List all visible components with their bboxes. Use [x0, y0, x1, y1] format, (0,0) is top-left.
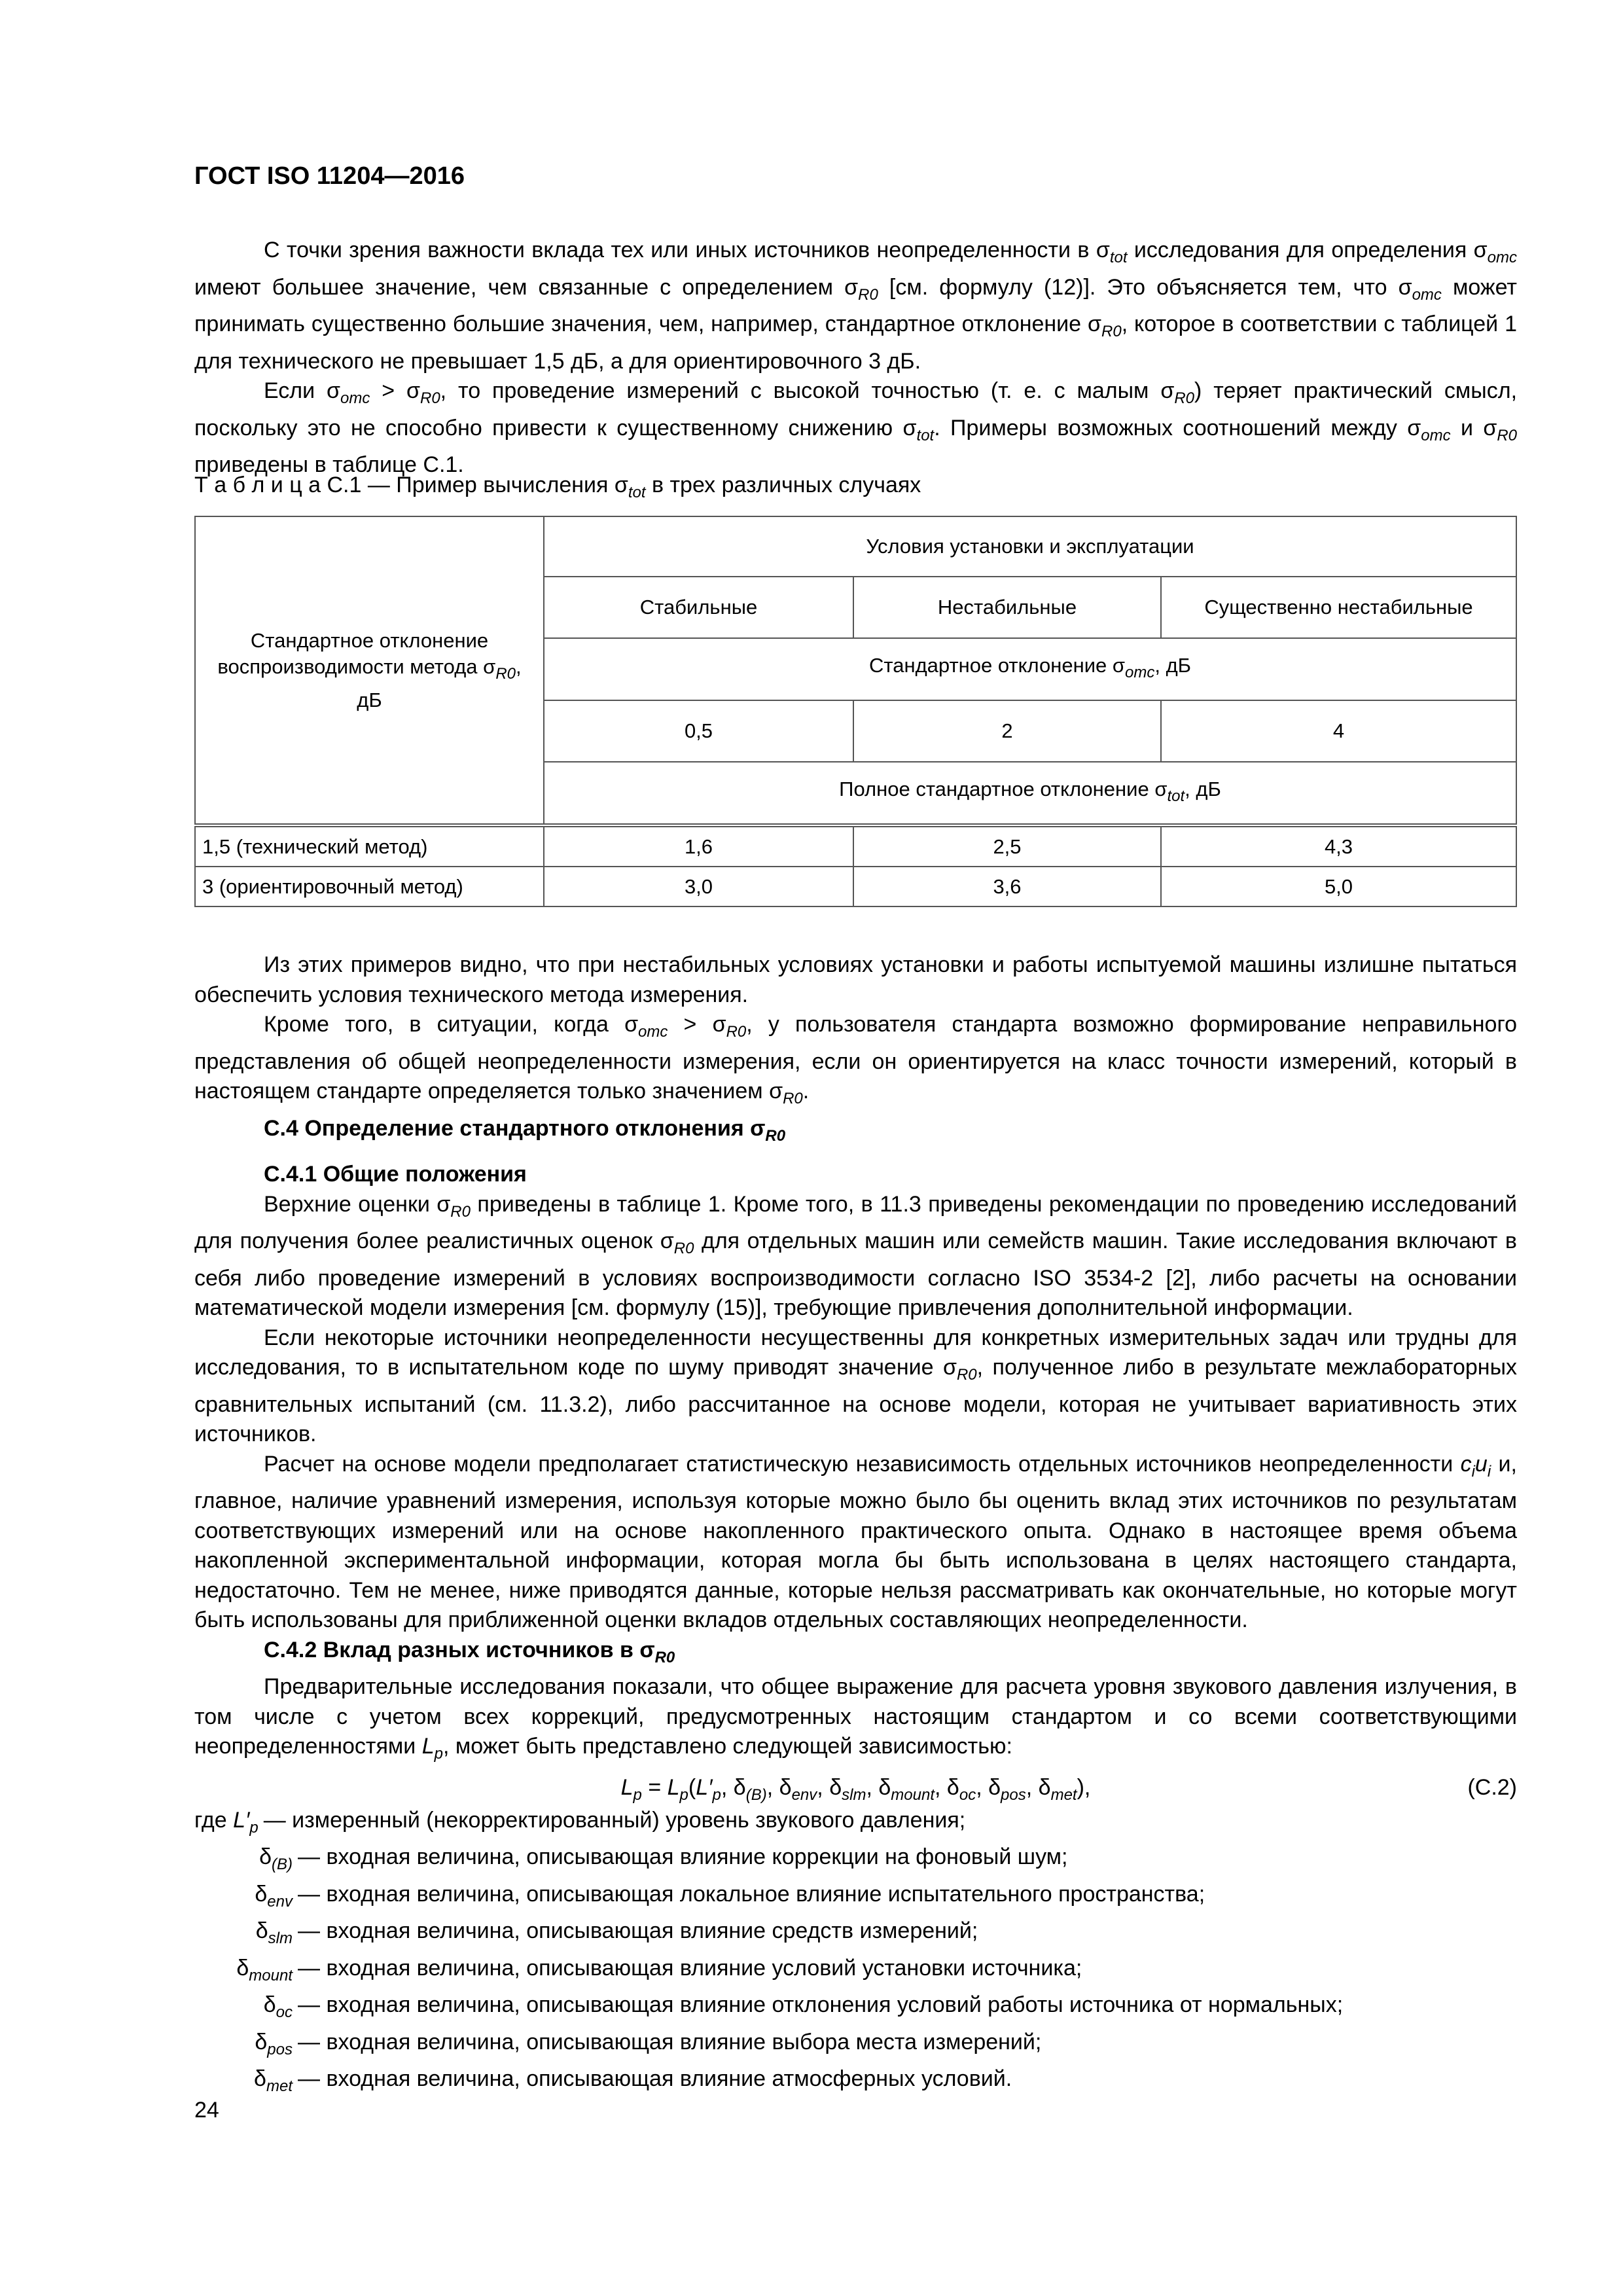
definition-symbol — [194, 1842, 298, 1880]
definition-symbol — [194, 2064, 298, 2102]
symbol-base: σ — [406, 378, 420, 403]
symbol-base: δ — [255, 1881, 268, 1907]
math-symbol — [620, 1774, 642, 1804]
text-run: , — [935, 1774, 947, 1800]
symbol-base: σ — [1112, 654, 1126, 677]
symbol-base: δ — [1038, 1774, 1051, 1800]
document-header: ГОСТ ISO 11204—2016 — [194, 162, 465, 190]
column-header: Нестабильные — [853, 577, 1161, 638]
symbol-subscript: p — [712, 1785, 721, 1804]
symbol-subscript: env — [791, 1785, 817, 1804]
text-run: , у пользователя стандарта возможно формирование неправильного представления об общей неопределенности измерения, если он ориентируется на класс точности измерений, который в настоящем стандарте определяется только значением — [194, 1012, 1518, 1103]
symbol-subscript: pos — [1001, 1785, 1026, 1804]
text-run: [см. формулу (12)]. Это объясняется тем, что — [878, 274, 1399, 300]
text-run: = — [641, 1774, 668, 1800]
symbol-base: σ — [327, 378, 341, 403]
symbol-base: σ — [712, 1012, 726, 1037]
symbol-subscript: i — [1487, 1462, 1491, 1480]
symbol-subscript: omc — [340, 389, 370, 407]
text-run: ), — [1077, 1774, 1091, 1800]
text-run: . Примеры возможных соотношений между — [934, 415, 1408, 440]
text-run: Из этих примеров видно, что при нестабильных условиях установки и работы испытуемой машины излишне пытаться обеспечить условия технического метода измерения. — [194, 952, 1517, 1007]
paragraph — [194, 1323, 1517, 1450]
math-symbol — [1473, 238, 1517, 266]
symbol-subscript: R0 — [726, 1023, 747, 1041]
text-run: > — [370, 378, 406, 403]
definition-text: — входная величина, описывающая локальное влияние испытательного пространства; — [298, 1881, 1205, 1907]
paragraph — [194, 1190, 1517, 1323]
text-run: исследования для определения — [1127, 238, 1474, 262]
text-run: ) теряет практический смысл, поскольку это не способно привести к существенному снижению — [194, 378, 1518, 440]
table-row — [195, 825, 1516, 867]
math-symbol — [667, 1774, 688, 1804]
page-number: 24 — [194, 2098, 219, 2123]
math-symbol — [946, 1774, 976, 1804]
symbol-base: σ — [844, 274, 859, 300]
heading-c4 — [194, 1114, 1517, 1151]
math-symbol — [327, 378, 370, 407]
text-run: , — [1026, 1774, 1039, 1800]
symbol-base: c — [1460, 1451, 1472, 1477]
text-run: приведены в таблице С.1. — [194, 452, 464, 477]
symbol-base: δ — [255, 2029, 268, 2054]
definition-symbol — [194, 1916, 298, 1954]
math-symbol — [750, 1116, 786, 1145]
symbol-subscript: R0 — [1174, 389, 1194, 407]
definition-text: — входная величина, описывающая влияние условий установки источника; — [298, 1955, 1082, 1981]
symbol-subscript: R0 — [783, 1090, 803, 1107]
math-symbol — [406, 378, 440, 407]
definition-symbol — [194, 2028, 298, 2065]
omc-label — [544, 638, 1516, 700]
symbol-subscript: tot — [1167, 787, 1185, 805]
formula-expression — [194, 1769, 1517, 1814]
symbol-base: δ — [733, 1774, 746, 1800]
definitions-list — [194, 1806, 1517, 2102]
cell: 2,5 — [853, 825, 1161, 867]
symbol-base: L′ — [233, 1807, 250, 1833]
text-run: С.4.1 Общие положения — [264, 1162, 527, 1187]
symbol-subscript: i — [1471, 1462, 1475, 1480]
math-symbol — [255, 2029, 293, 2058]
after-table-section — [194, 950, 1517, 1114]
omc-value: 2 — [853, 700, 1161, 762]
text-run: где — [194, 1807, 234, 1833]
symbol-base: σ — [1407, 415, 1421, 440]
symbol-base: σ — [1483, 415, 1497, 440]
symbol-subscript: oc — [276, 2003, 293, 2021]
table-caption — [194, 473, 1517, 502]
symbol-subscript: R0 — [495, 664, 516, 683]
symbol-subscript: tot — [916, 426, 935, 444]
section-c4 — [194, 1114, 1517, 1151]
text-run: Стандартное отклонение воспроизводимости метода — [217, 628, 489, 678]
definition-item — [194, 2064, 1517, 2102]
cell: 3,0 — [544, 867, 853, 906]
text-run: Стандартное отклонение — [868, 654, 1113, 677]
definition-text: — входная величина, описывающая влияние отклонения условий работы источника от нормальных; — [298, 1992, 1344, 2017]
math-symbol — [255, 1918, 293, 1947]
paragraph — [194, 1450, 1517, 1636]
symbol-subscript: omc — [1487, 249, 1517, 266]
math-symbol — [1160, 378, 1194, 407]
text-run: и, главное, наличие уравнений измерения, используя которые можно было бы оценить вклад этих источников по результатам соответствующих измерений или на основе накопленного практического опыта. Однако в настоящее время объема накопленной экспериментальной информации, которая могла бы быть использована в целях настоящего стандарта, недостаточно. Тем не менее, ниже приводятся данные, которые нельзя рассматривать как окончательные, но которые могут быть использованы для приближенной оценки вкладов отдельных составляющих неопределенности. — [194, 1451, 1517, 1632]
math-symbol — [483, 655, 516, 683]
definition-item — [194, 2028, 1517, 2065]
text-run: ( — [688, 1774, 696, 1800]
symbol-base: δ — [946, 1774, 959, 1800]
symbol-base: δ — [988, 1774, 1001, 1800]
text-run: Кроме того, в ситуации, когда — [264, 1012, 625, 1037]
symbol-base: δ — [878, 1774, 891, 1800]
column-header: Существенно нестабильные — [1161, 577, 1516, 638]
text-run: . — [802, 1079, 810, 1103]
definition-text: — входная величина, описывающая влияние атмосферных условий. — [298, 2066, 1012, 2091]
symbol-subscript: R0 — [654, 1648, 675, 1666]
symbol-subscript: R0 — [673, 1240, 694, 1257]
definition-item — [194, 1990, 1517, 2028]
cell: 5,0 — [1161, 867, 1516, 906]
symbol-subscript: met — [1050, 1785, 1077, 1804]
section-c41 — [194, 1160, 1517, 2102]
symbol-subscript: omc — [1125, 664, 1155, 681]
definition-symbol — [194, 1954, 298, 1991]
math-symbol — [236, 1955, 293, 1984]
math-symbol — [712, 1012, 747, 1041]
symbol-base: σ — [1473, 238, 1488, 262]
symbol-base: δ — [236, 1955, 249, 1981]
symbol-subscript: slm — [268, 1929, 293, 1947]
symbol-base: δ — [255, 1918, 268, 1943]
row-label: 3 (ориентировочный метод) — [195, 867, 544, 906]
formula-number: (С.2) — [1467, 1774, 1517, 1800]
symbol-base: L — [667, 1774, 680, 1800]
omc-value: 0,5 — [544, 700, 853, 762]
symbol-subscript: oc — [959, 1785, 976, 1804]
text-run: , — [976, 1774, 989, 1800]
math-symbol — [769, 1079, 803, 1107]
definition-text: — входная величина, описывающая влияние выбора места измерений; — [298, 2029, 1042, 2054]
symbol-subscript: R0 — [765, 1127, 786, 1145]
math-symbol — [902, 415, 935, 444]
text-run: , которое в соответствии с таблицей 1 для технического не превышает 1,5 дБ, а для ориентировочного 3 дБ. — [194, 312, 1518, 374]
text-run: , — [766, 1774, 779, 1800]
symbol-base: δ — [259, 1844, 272, 1869]
symbol-subscript: omc — [638, 1023, 668, 1041]
symbol-base: σ — [1398, 274, 1412, 300]
text-run: приведены в таблице 1. Кроме того, в 11.3 приведены рекомендации по проведению исследований для получения более реалистичных оценок — [194, 1191, 1517, 1253]
math-symbol — [1112, 654, 1155, 681]
text-run: может принимать существенно большие значения, чем, например, стандартное отклонение — [194, 274, 1517, 336]
text-run: , дБ — [1154, 654, 1192, 677]
math-symbol — [1474, 1451, 1491, 1480]
conditions-header: Условия установки и эксплуатации — [544, 516, 1516, 577]
text-run: , то проведение измерений с высокой точностью (т. е. с малым — [440, 378, 1161, 403]
symbol-base: σ — [1154, 778, 1168, 800]
math-symbol — [696, 1774, 721, 1804]
math-symbol — [259, 1844, 293, 1873]
heading-c41 — [194, 1160, 1517, 1190]
math-symbol — [263, 1992, 293, 2021]
symbol-base: σ — [437, 1191, 451, 1217]
definition-text: — входная величина, описывающая влияние средств измерений; — [298, 1918, 978, 1943]
definition-text: — входная величина, описывающая влияние коррекции на фоновый шум; — [298, 1844, 1068, 1869]
symbol-base: σ — [660, 1229, 674, 1253]
definition-symbol — [194, 1880, 298, 1917]
math-symbol — [1483, 415, 1517, 444]
symbol-base: σ — [750, 1116, 766, 1141]
intro-section — [194, 236, 1517, 480]
definition-item — [194, 1916, 1517, 1954]
omc-value: 4 — [1161, 700, 1516, 762]
math-symbol — [421, 1734, 443, 1763]
paragraph — [194, 1672, 1517, 1769]
cell: 1,6 — [544, 825, 853, 867]
math-symbol — [1038, 1774, 1077, 1804]
text-run: Если — [264, 378, 327, 403]
table-c1 — [194, 516, 1517, 907]
symbol-base: σ — [1096, 238, 1110, 262]
math-symbol — [624, 1012, 668, 1041]
text-run: Т а б л и ц а С.1 — Пример вычисления — [194, 473, 615, 497]
text-run: , дБ — [357, 655, 522, 711]
symbol-base: σ — [769, 1079, 783, 1103]
definition-item — [194, 1842, 1517, 1880]
text-run: Верхние оценки — [264, 1191, 437, 1217]
math-symbol — [1096, 238, 1128, 266]
symbol-subscript: R0 — [1497, 426, 1517, 444]
symbol-subscript: p — [679, 1785, 688, 1804]
symbol-subscript: R0 — [419, 389, 440, 407]
symbol-subscript: R0 — [956, 1366, 977, 1384]
text-run: Если некоторые источники неопределенности несущественны для конкретных измерительных задач или трудны для исследования, то в испытательном коде по шуму приводят значение — [194, 1325, 1517, 1380]
math-symbol — [639, 1637, 675, 1666]
paragraph — [194, 236, 1517, 376]
math-symbol — [255, 1881, 293, 1910]
text-run: Предварительные исследования показали, что общее выражение для расчета уровня звукового давления излучения, в том числе с учетом всех коррекций, предусмотренных настоящим стандартом и со всеми соответствующими неопределенностями — [194, 1674, 1517, 1759]
symbol-subscript: (B) — [745, 1785, 767, 1804]
symbol-subscript: p — [249, 1818, 259, 1837]
math-symbol — [614, 473, 646, 501]
math-symbol — [1088, 312, 1122, 340]
symbol-subscript: slm — [842, 1785, 866, 1804]
symbol-base: σ — [483, 655, 496, 678]
text-run: и — [1450, 415, 1484, 440]
text-run: , — [866, 1774, 879, 1800]
math-symbol — [844, 274, 878, 304]
symbol-subscript: p — [434, 1745, 443, 1763]
symbol-subscript: R0 — [450, 1202, 471, 1221]
text-run: С.4 Определение стандартного отклонения — [264, 1116, 751, 1141]
math-symbol — [988, 1774, 1026, 1804]
symbol-subscript: mount — [249, 1966, 293, 1984]
column-header: Стабильные — [544, 577, 853, 638]
text-run: , — [721, 1774, 734, 1800]
math-symbol — [254, 2066, 293, 2095]
symbol-base: u — [1474, 1451, 1488, 1477]
text-run: , полученное либо в результате межлабораторных сравнительных испытаний (см. 11.3.2), либо рассчитанное на основе модели, которая не учитывает вариативность этих источников. — [194, 1355, 1518, 1446]
math-symbol — [1154, 778, 1185, 805]
symbol-subscript: (B) — [272, 1856, 293, 1873]
text-run: С точки зрения важности вклада тех или иных источников неопределенности в — [264, 238, 1096, 262]
symbol-base: δ — [254, 2066, 266, 2091]
math-symbol — [660, 1229, 694, 1257]
row-label: 1,5 (технический метод) — [195, 825, 544, 867]
paragraph — [194, 376, 1517, 480]
math-symbol — [878, 1774, 935, 1804]
row-header-cell — [195, 516, 544, 825]
math-symbol — [1398, 274, 1442, 304]
text-run: , дБ — [1185, 778, 1221, 800]
symbol-subscript: R0 — [858, 285, 878, 304]
paragraph — [194, 1010, 1517, 1114]
symbol-base: σ — [614, 473, 628, 497]
symbol-base: δ — [779, 1774, 792, 1800]
symbol-base: σ — [639, 1637, 655, 1662]
text-run: Расчет на основе модели предполагает статистическую независимость отдельных источников неопределенности — [264, 1451, 1461, 1477]
text-run: > — [668, 1012, 713, 1037]
symbol-base: δ — [263, 1992, 276, 2017]
definition-text: — измеренный (некорректированный) уровень звукового давления; — [263, 1807, 966, 1833]
symbol-base: L′ — [696, 1774, 713, 1800]
text-run: имеют большее значение, чем связанные с определением — [194, 274, 845, 300]
text-run: для отдельных машин или семейств машин. Такие исследования включают в себя либо проведение измерений в условиях воспроизводимости согласно ISO 3534-2 [2], либо расчеты на основании математической модели измерения [см. формулу (15)], требующие привлечения дополнительной информации. — [194, 1229, 1517, 1320]
symbol-subscript: omc — [1421, 426, 1451, 444]
symbol-base: L — [620, 1774, 633, 1800]
paragraph — [194, 950, 1517, 1010]
symbol-subscript: env — [267, 1892, 293, 1910]
math-symbol — [779, 1774, 817, 1804]
cell: 3,6 — [853, 867, 1161, 906]
symbol-subscript: tot — [1109, 249, 1128, 266]
symbol-base: σ — [1160, 378, 1175, 403]
text-run: Полное стандартное отклонение — [839, 778, 1155, 800]
formula-c2 — [194, 1769, 1517, 1806]
math-symbol — [942, 1355, 977, 1384]
text-run: в трех различных случаях — [645, 473, 921, 497]
symbol-base: δ — [829, 1774, 842, 1800]
math-symbol — [829, 1774, 866, 1804]
math-symbol — [1407, 415, 1451, 444]
math-symbol — [733, 1774, 767, 1804]
symbol-base: σ — [624, 1012, 639, 1037]
symbol-subscript: pos — [267, 2040, 293, 2058]
tot-label — [544, 762, 1516, 825]
math-symbol — [1460, 1451, 1475, 1480]
symbol-subscript: p — [633, 1785, 642, 1804]
definition-symbol — [194, 1990, 298, 2028]
text-run: , может быть представлено следующей зависимостью: — [442, 1734, 1012, 1759]
math-symbol — [437, 1191, 471, 1221]
symbol-subscript: omc — [1412, 285, 1442, 304]
definition-item — [194, 1954, 1517, 1991]
symbol-base: σ — [942, 1355, 957, 1380]
cell: 4,3 — [1161, 825, 1516, 867]
text-run: С.4.2 Вклад разных источников в — [264, 1637, 640, 1662]
symbol-subscript: R0 — [1101, 323, 1122, 340]
symbol-subscript: met — [266, 2077, 293, 2095]
table-row — [195, 867, 1516, 906]
symbol-subscript: mount — [891, 1785, 935, 1804]
symbol-base: σ — [1088, 312, 1101, 336]
symbol-base: σ — [902, 415, 917, 440]
symbol-subscript: tot — [628, 484, 646, 501]
definition-item — [194, 1880, 1517, 1917]
text-run: , — [817, 1774, 830, 1800]
symbol-base: L — [421, 1734, 435, 1759]
heading-c42 — [194, 1636, 1517, 1673]
